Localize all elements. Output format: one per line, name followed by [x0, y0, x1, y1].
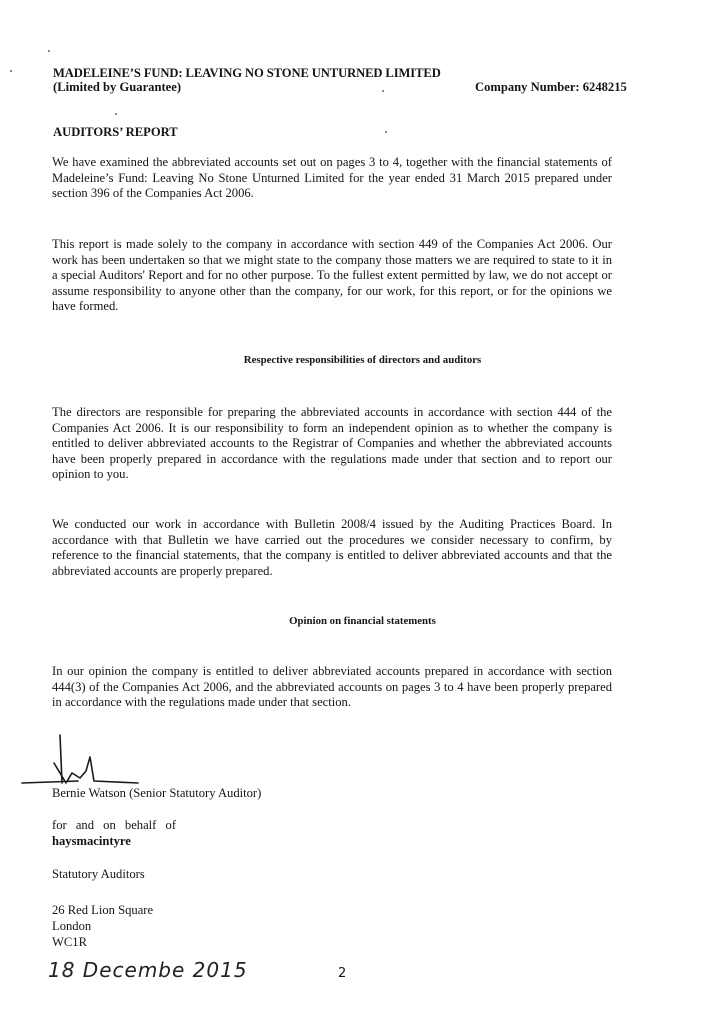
- responsibilities-paragraph-2: We conducted our work in accordance with Bulletin 2008/4 issued by the Auditing Practices Board. In accordance with that Bulletin we have carried out the procedures we consider necessary to confirm, by reference to the financial statements, that the company is entitled to deliver abbreviated accounts and that the abbreviated accounts are properly prepared.: [52, 517, 612, 578]
- handwritten-date: 18 Decembe 2015: [48, 958, 248, 982]
- firm-name: haysmacintyre: [52, 834, 131, 848]
- intro-paragraph-1: We have examined the abbreviated accounts set out on pages 3 to 4, together with the financial statements of Madeleine’s Fund: Leaving No Stone Unturned Limited for the year ended 31 March 2015 prepared under section 396 of the Companies Act 2006.: [52, 155, 612, 201]
- section-heading-responsibilities: Respective responsibilities of directors and auditors: [243, 354, 482, 366]
- on-behalf-label: for and on behalf of: [52, 818, 177, 832]
- responsibilities-paragraph-1: The directors are responsible for preparing the abbreviated accounts in accordance with section 444 of the Companies Act 2006. It is our responsibility to form an independent opinion as to whether the company is entitled to deliver abbreviated accounts to the Registrar of Companies and whether the abbreviated accounts have been properly prepared in accordance with the regulations made under that section and to report our opinion to you.: [52, 405, 612, 482]
- scan-speck: [10, 70, 12, 72]
- address-line-3: WC1R: [52, 935, 87, 949]
- scan-speck: [385, 131, 387, 133]
- opinion-paragraph: In our opinion the company is entitled to deliver abbreviated accounts prepared in accordance with section 444(3) of the Companies Act 2006, and the abbreviated accounts on pages 3 to 4 have been properly prepared in accordance with the regulations made under that section.: [52, 664, 612, 710]
- section-heading-opinion: Opinion on financial statements: [289, 615, 436, 627]
- scan-speck: [382, 90, 384, 92]
- company-type: (Limited by Guarantee): [53, 80, 182, 94]
- scan-speck: [115, 113, 117, 115]
- page-number: 2: [338, 966, 347, 981]
- auditor-role: Statutory Auditors: [52, 867, 145, 881]
- company-name: MADELEINE’S FUND: LEAVING NO STONE UNTURNED LIMITED: [53, 66, 441, 80]
- company-number: Company Number: 6248215: [475, 80, 627, 94]
- intro-paragraph-2: This report is made solely to the company in accordance with section 449 of the Companies Act 2006. Our work has been undertaken so that we might state to the company those matters we are required to state to it in a special Auditors' Report and for no other purpose. To the fullest extent permitted by law, we do not accept or assume responsibility to anyone other than the company, for our work, for this report, or for the opinions we have formed.: [52, 237, 612, 314]
- signature-scribble-icon: [18, 733, 153, 793]
- address-line-1: 26 Red Lion Square: [52, 903, 154, 917]
- address-line-2: London: [52, 919, 92, 933]
- report-title: AUDITORS’ REPORT: [53, 125, 178, 139]
- scan-speck: [48, 50, 50, 52]
- signatory-name: Bernie Watson (Senior Statutory Auditor): [52, 786, 262, 800]
